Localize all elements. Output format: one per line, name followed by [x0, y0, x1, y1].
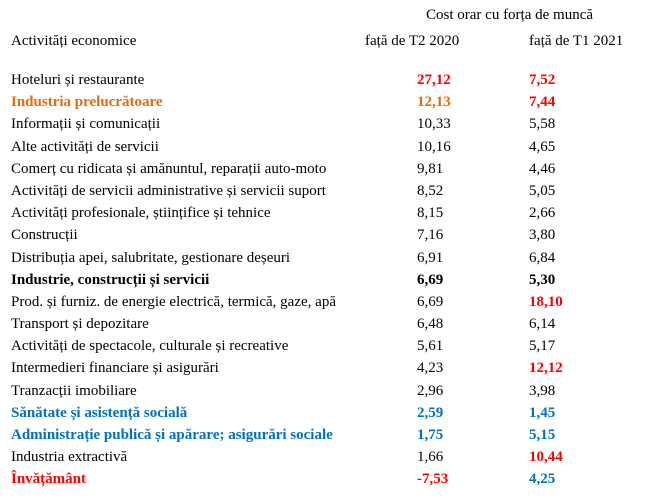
- table-row: [0, 336, 650, 358]
- activity-label: Industria extractivă: [11, 449, 128, 466]
- activity-label: Activități de spectacole, culturale și recreative: [11, 338, 289, 355]
- table-row: [0, 469, 650, 491]
- value-t1-2021: 3,80: [529, 227, 556, 244]
- value-t1-2021: 7,44: [529, 94, 556, 111]
- table-row: [0, 292, 650, 314]
- column-header-t2-2020: față de T2 2020: [365, 33, 460, 49]
- table-row: [0, 425, 650, 447]
- value-t2-2020: 7,16: [417, 227, 444, 244]
- value-t1-2021: 5,15: [529, 427, 556, 443]
- value-t2-2020: 12,13: [417, 94, 451, 111]
- activity-table: [0, 70, 650, 492]
- label-column-header: Activități economice: [11, 33, 137, 49]
- value-t2-2020: 6,69: [417, 271, 444, 288]
- table-row: [0, 137, 650, 159]
- activity-label: Activități profesionale, științifice și tehnice: [11, 205, 271, 222]
- value-t2-2020: 10,33: [417, 116, 451, 133]
- value-t1-2021: 6,14: [529, 316, 556, 333]
- activity-label: Industrie, construcții și servicii: [11, 271, 210, 288]
- value-t1-2021: 5,30: [529, 271, 556, 288]
- value-t2-2020: 2,59: [417, 404, 444, 421]
- activity-label: Administrație publică și apărare; asigurări sociale: [11, 427, 333, 443]
- table-row: [0, 447, 650, 469]
- value-t2-2020: 9,81: [417, 160, 444, 177]
- activity-label: Industria prelucrătoare: [11, 94, 163, 111]
- value-t2-2020: 27,12: [417, 72, 451, 88]
- value-t1-2021: 2,66: [529, 205, 556, 222]
- value-t2-2020: 5,61: [417, 338, 444, 355]
- value-t2-2020: 2,96: [417, 382, 444, 399]
- value-t1-2021: 3,98: [529, 382, 556, 399]
- value-t2-2020: 8,52: [417, 182, 444, 199]
- value-t2-2020: 8,15: [417, 205, 444, 222]
- value-t1-2021: 1,45: [529, 404, 556, 421]
- table-row: [0, 314, 650, 336]
- table-row: [0, 403, 650, 425]
- value-t2-2020: 4,23: [417, 360, 444, 377]
- activity-label: Alte activități de servicii: [11, 138, 159, 155]
- value-t1-2021: 6,84: [529, 249, 556, 266]
- table-row: [0, 114, 650, 136]
- table-row: [0, 203, 650, 225]
- table-row: [0, 70, 650, 92]
- activity-label: Distribuția apei, salubritate, gestionare deșeuri: [11, 249, 291, 266]
- value-t1-2021: 4,65: [529, 138, 556, 155]
- activity-label: Tranzacții imobiliare: [11, 382, 137, 399]
- column-group-title: Cost orar cu forța de muncă: [426, 7, 594, 23]
- table-row: [0, 159, 650, 181]
- value-t2-2020: 6,91: [417, 249, 444, 266]
- value-t2-2020: 6,48: [417, 316, 444, 333]
- table-row: [0, 225, 650, 247]
- value-t1-2021: 5,17: [529, 338, 556, 355]
- column-header-t1-2021: față de T1 2021: [529, 33, 624, 49]
- value-t2-2020: 6,69: [417, 293, 444, 310]
- activity-label: Informații și comunicații: [11, 116, 161, 133]
- table-row: [0, 181, 650, 203]
- table-row: [0, 381, 650, 403]
- activity-label: Învățământ: [11, 471, 87, 488]
- activity-label: Hoteluri și restaurante: [11, 72, 145, 88]
- value-t2-2020: -7,53: [417, 471, 449, 488]
- activity-label: Construcții: [11, 227, 78, 244]
- value-t1-2021: 18,10: [529, 293, 563, 310]
- value-t1-2021: 5,58: [529, 116, 556, 133]
- activity-label: Activități de servicii administrative și servicii suport: [11, 182, 326, 199]
- value-t1-2021: 7,52: [529, 72, 556, 88]
- table-row: [0, 358, 650, 380]
- activity-label: Transport și depozitare: [11, 316, 149, 333]
- activity-label: Prod. și furniz. de energie electrică, termică, gaze, apă: [11, 293, 336, 310]
- value-t1-2021: 5,05: [529, 182, 556, 199]
- table-row: [0, 92, 650, 114]
- activity-label: Intermedieri financiare și asigurări: [11, 360, 219, 377]
- value-t1-2021: 12,12: [529, 360, 563, 377]
- activity-label: Comerț cu ridicata și amănuntul, reparații auto-moto: [11, 160, 327, 177]
- value-t1-2021: 10,44: [529, 449, 563, 466]
- table-row: [0, 248, 650, 270]
- value-t2-2020: 10,16: [417, 138, 451, 155]
- value-t1-2021: 4,46: [529, 160, 556, 177]
- value-t2-2020: 1,66: [417, 449, 444, 466]
- value-t2-2020: 1,75: [417, 427, 444, 443]
- activity-label: Sănătate și asistență socială: [11, 404, 188, 421]
- table-row: [0, 270, 650, 292]
- value-t1-2021: 4,25: [529, 471, 556, 488]
